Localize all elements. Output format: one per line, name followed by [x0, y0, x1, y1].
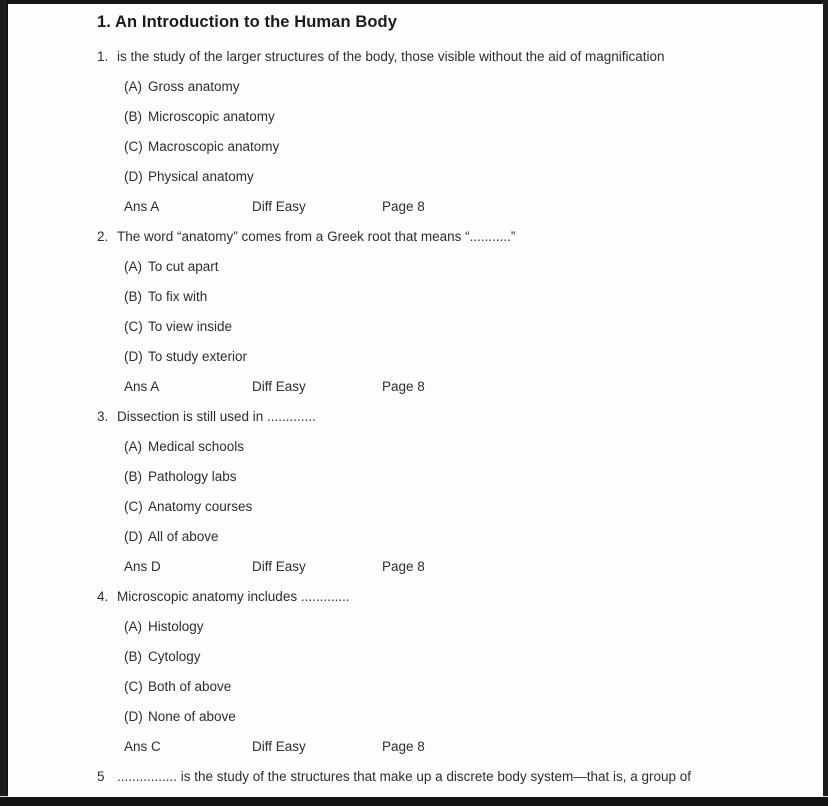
option-row: [124, 461, 813, 491]
option-row: [124, 71, 813, 101]
difficulty-value: Diff Easy: [252, 378, 306, 394]
question-line: [97, 761, 813, 791]
option-label: (C): [124, 138, 143, 154]
window-frame-left: [0, 0, 8, 806]
option-row: [124, 641, 813, 671]
option-label: (A): [124, 78, 142, 94]
answer-value: Ans C: [124, 738, 161, 754]
option-label: (C): [124, 318, 143, 334]
question-text: is the study of the larger structures of the body, those visible without the aid of magnification: [117, 48, 665, 64]
answer-value: Ans A: [124, 378, 160, 394]
option-label: (D): [124, 348, 143, 364]
document-page: [8, 4, 823, 797]
option-row: [124, 701, 813, 731]
window-frame-bottom: [0, 796, 828, 806]
option-label: (B): [124, 288, 142, 304]
option-text: None of above: [148, 708, 236, 724]
option-text: To cut apart: [148, 258, 219, 274]
option-label: (D): [124, 168, 143, 184]
option-row: [124, 311, 813, 341]
option-row: [124, 611, 813, 641]
option-text: Physical anatomy: [148, 168, 254, 184]
option-label: (B): [124, 468, 142, 484]
option-label: (A): [124, 258, 142, 274]
option-text: To view inside: [148, 318, 233, 334]
page-ref-value: Page 8: [382, 378, 425, 394]
option-row: [124, 491, 813, 521]
option-label: (B): [124, 648, 142, 664]
option-text: Both of above: [148, 678, 232, 694]
question-line: [97, 41, 813, 71]
option-text: Microscopic anatomy: [148, 108, 275, 124]
option-text: Histology: [148, 618, 204, 634]
question-line: [97, 221, 813, 251]
option-row: [124, 431, 813, 461]
option-label: (D): [124, 528, 143, 544]
difficulty-value: Diff Easy: [252, 558, 306, 574]
option-label: (A): [124, 438, 142, 454]
option-text: Medical schools: [148, 438, 245, 454]
question-number: 2.: [97, 228, 109, 244]
option-row: [124, 521, 813, 551]
question-text: Dissection is still used in .............: [117, 408, 316, 424]
option-row: [124, 251, 813, 281]
option-row: [124, 161, 813, 191]
question-text: The word “anatomy” comes from a Greek root that means “...........”: [117, 228, 516, 244]
window-frame-right: [823, 0, 828, 806]
answer-value: Ans A: [124, 198, 160, 214]
question-number: 3.: [97, 408, 109, 424]
option-row: [124, 101, 813, 131]
chapter-title: 1. An Introduction to the Human Body: [97, 13, 397, 31]
option-text: All of above: [148, 528, 219, 544]
option-label: (B): [124, 108, 142, 124]
question-line: [97, 581, 813, 611]
option-label: (A): [124, 618, 142, 634]
option-text: To study exterior: [148, 348, 248, 364]
page-ref-value: Page 8: [382, 198, 425, 214]
option-row: [124, 131, 813, 161]
question-list: [97, 41, 813, 791]
question-line: [97, 401, 813, 431]
option-label: (C): [124, 678, 143, 694]
page-ref-value: Page 8: [382, 558, 425, 574]
page-ref-value: Page 8: [382, 738, 425, 754]
difficulty-value: Diff Easy: [252, 738, 306, 754]
option-text: Macroscopic anatomy: [148, 138, 280, 154]
answer-row: [124, 371, 813, 401]
answer-row: [124, 551, 813, 581]
question-number: 5: [97, 768, 105, 784]
answer-value: Ans D: [124, 558, 161, 574]
answer-row: [124, 191, 813, 221]
option-text: To fix with: [148, 288, 208, 304]
option-text: Cytology: [148, 648, 201, 664]
question-number: 4.: [97, 588, 109, 604]
option-label: (C): [124, 498, 143, 514]
option-row: [124, 671, 813, 701]
option-text: Pathology labs: [148, 468, 237, 484]
question-text: ................ is the study of the structures that make up a discrete body system—that is, a group of: [117, 768, 692, 784]
option-text: Anatomy courses: [148, 498, 253, 514]
option-label: (D): [124, 708, 143, 724]
option-row: [124, 341, 813, 371]
answer-row: [124, 731, 813, 761]
document-content: [97, 11, 813, 791]
difficulty-value: Diff Easy: [252, 198, 306, 214]
option-row: [124, 281, 813, 311]
question-text: Microscopic anatomy includes .............: [117, 588, 350, 604]
question-number: 1.: [97, 48, 109, 64]
option-text: Gross anatomy: [148, 78, 240, 94]
